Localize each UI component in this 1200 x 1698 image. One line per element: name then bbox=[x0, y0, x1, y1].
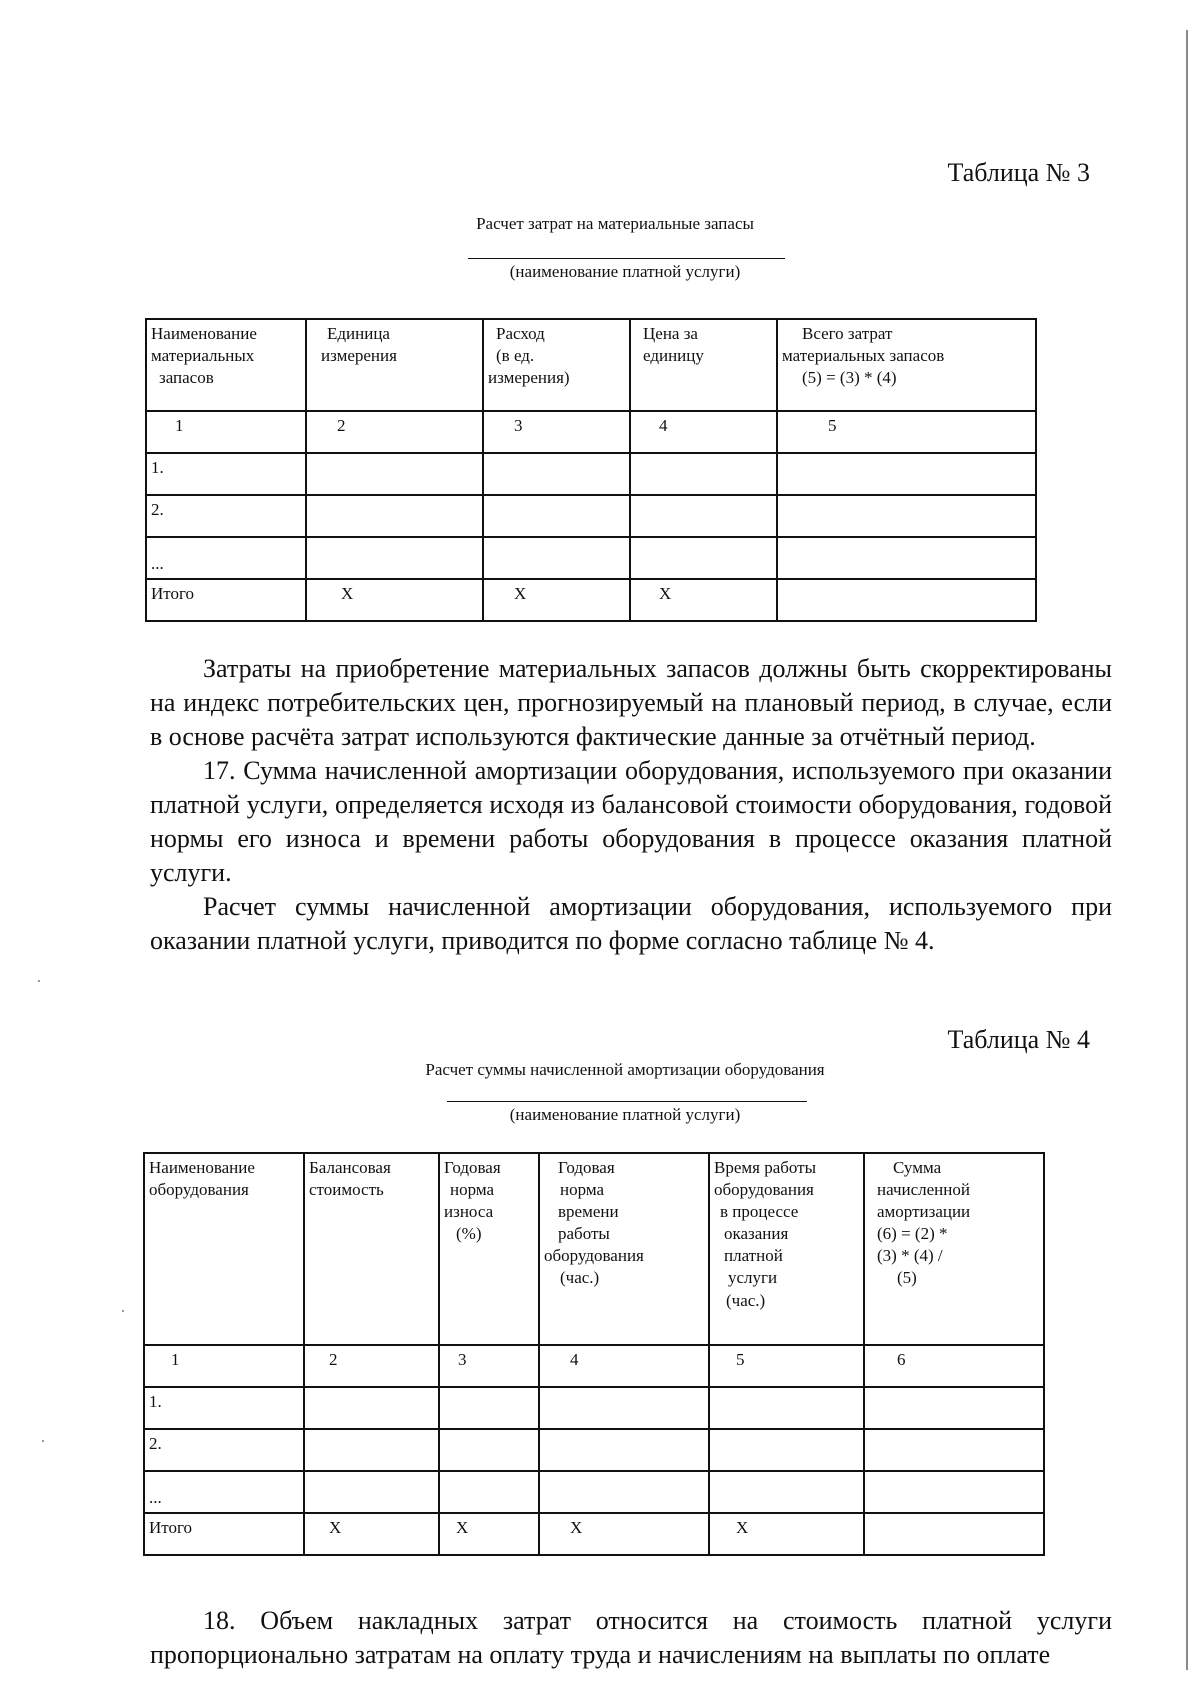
table4-cell bbox=[864, 1429, 1044, 1471]
table3-cell bbox=[630, 453, 777, 495]
table4-blank-line bbox=[447, 1101, 807, 1102]
table4-colnum: 6 bbox=[864, 1345, 1044, 1387]
table4-colnum: 1 bbox=[144, 1345, 304, 1387]
paragraph-18: 18. Объем накладных затрат относится на стоимость платной услуги пропорционально затратам на оплату труда и начислениям на выплаты по оплате bbox=[150, 1606, 1112, 1669]
table3-cell bbox=[306, 453, 483, 495]
body-text-upper bbox=[150, 652, 1112, 958]
table3-cell: 2. bbox=[146, 495, 306, 537]
scan-edge-line bbox=[1186, 30, 1188, 1670]
table4-colnum-row bbox=[144, 1345, 1044, 1387]
table4-cell bbox=[304, 1429, 439, 1471]
table4-header-time-norm: Годовая норма времени работы оборудования (час.) bbox=[539, 1153, 709, 1345]
table3-cell: ... bbox=[146, 537, 306, 579]
table4-cell bbox=[539, 1387, 709, 1429]
table3-cell bbox=[483, 537, 630, 579]
body-text-lower bbox=[150, 1604, 1112, 1672]
table3-title: Расчет затрат на материальные запасы bbox=[476, 214, 754, 233]
table4-cell: 2. bbox=[144, 1429, 304, 1471]
table4-subtitle: (наименование платной услуги) bbox=[509, 1105, 741, 1124]
table3-colnum-row bbox=[146, 411, 1036, 453]
table3-header-consumption: Расход (в ед. измерения) bbox=[483, 319, 630, 411]
table4-cell bbox=[864, 1471, 1044, 1513]
table3-header-price: Цена за единицу bbox=[630, 319, 777, 411]
table3-cell bbox=[306, 537, 483, 579]
table3-total-label: Итого bbox=[146, 579, 306, 621]
scan-speck bbox=[42, 1440, 44, 1442]
scan-speck bbox=[38, 980, 40, 982]
table4-cell: Х bbox=[539, 1513, 709, 1555]
table3-header-total: Всего затрат материальных запасов (5) = (3) * (4) bbox=[777, 319, 1036, 411]
table3-colnum: 2 bbox=[306, 411, 483, 453]
table4-row bbox=[144, 1387, 1044, 1429]
table4-cell: Х bbox=[709, 1513, 864, 1555]
table3-cell bbox=[777, 453, 1036, 495]
table3-colnum: 5 bbox=[777, 411, 1036, 453]
table4-cell bbox=[439, 1471, 539, 1513]
table4-cell bbox=[709, 1471, 864, 1513]
table4-colnum: 2 bbox=[304, 1345, 439, 1387]
table3-subtitle: (наименование платной услуги) bbox=[509, 262, 741, 281]
table4-header-wear-rate: Годовая норма износа (%) bbox=[439, 1153, 539, 1345]
table4-cell bbox=[709, 1387, 864, 1429]
table3-cell bbox=[483, 453, 630, 495]
table3-colnum: 1 bbox=[146, 411, 306, 453]
table3-cell: Х bbox=[483, 579, 630, 621]
table3-cell bbox=[306, 495, 483, 537]
table4-cell bbox=[439, 1387, 539, 1429]
table3-colnum: 3 bbox=[483, 411, 630, 453]
paragraph-inventory-costs: Затраты на приобретение материальных запасов должны быть скорректированы на индекс потребительских цен, прогнозируемый на плановый период, в случае, если в основе расчёта затрат используются фактические данные за отчётный период. bbox=[150, 654, 1112, 751]
table3-row bbox=[146, 537, 1036, 579]
table3-cell bbox=[777, 579, 1036, 621]
table4-header-name: Наименование оборудования bbox=[144, 1153, 304, 1345]
table3-cell bbox=[483, 495, 630, 537]
scan-speck bbox=[122, 1310, 124, 1312]
table3-cell: 1. bbox=[146, 453, 306, 495]
table4-cell bbox=[539, 1429, 709, 1471]
table3-cell bbox=[777, 537, 1036, 579]
paragraph-amortization-form: Расчет суммы начисленной амортизации оборудования, используемого при оказании платной услуги, приводится по форме согласно таблице № 4. bbox=[150, 892, 1112, 955]
table4-cell bbox=[864, 1513, 1044, 1555]
table4-cell bbox=[439, 1429, 539, 1471]
table4-row bbox=[144, 1429, 1044, 1471]
table3-cell bbox=[630, 537, 777, 579]
table4-colnum: 5 bbox=[709, 1345, 864, 1387]
table3-row bbox=[146, 453, 1036, 495]
table4-colnum: 3 bbox=[439, 1345, 539, 1387]
table4-cell bbox=[864, 1387, 1044, 1429]
table4-colnum: 4 bbox=[539, 1345, 709, 1387]
table4-cell: 1. bbox=[144, 1387, 304, 1429]
table3-colnum: 4 bbox=[630, 411, 777, 453]
table3-cell bbox=[777, 495, 1036, 537]
table4-total-label: Итого bbox=[144, 1513, 304, 1555]
table3-cell: Х bbox=[630, 579, 777, 621]
table4-number: Таблица № 4 bbox=[947, 1025, 1090, 1054]
table4-cell: Х bbox=[439, 1513, 539, 1555]
table3-total-row bbox=[146, 579, 1036, 621]
table4-cell bbox=[539, 1471, 709, 1513]
table4-title: Расчет суммы начисленной амортизации оборудования bbox=[425, 1060, 825, 1079]
table4-header-work-time: Время работы оборудования в процессе оказания платной услуги (час.) bbox=[709, 1153, 864, 1345]
table4-header-row bbox=[144, 1153, 1044, 1345]
table3-cell bbox=[630, 495, 777, 537]
table3-cell: Х bbox=[306, 579, 483, 621]
table3-row bbox=[146, 495, 1036, 537]
table4-cell bbox=[709, 1429, 864, 1471]
table4-row bbox=[144, 1471, 1044, 1513]
table3-header-name: Наименование материальных запасов bbox=[146, 319, 306, 411]
table3-blank-line bbox=[468, 258, 785, 259]
table3-grid bbox=[145, 318, 1037, 622]
table3-number: Таблица № 3 bbox=[947, 158, 1090, 187]
table4-cell: ... bbox=[144, 1471, 304, 1513]
paragraph-17: 17. Сумма начисленной амортизации оборудования, используемого при оказании платной услуги, определяется исходя из балансовой стоимости оборудования, годовой нормы его износа и времени работы оборудования в процессе оказания платной услуги. bbox=[150, 756, 1112, 887]
table3-header-unit: Единица измерения bbox=[306, 319, 483, 411]
table4-cell bbox=[304, 1471, 439, 1513]
table4-grid bbox=[143, 1152, 1045, 1556]
table4-header-amortization-sum: Сумма начисленной амортизации (6) = (2) * (3) * (4) / (5) bbox=[864, 1153, 1044, 1345]
table4-cell bbox=[304, 1387, 439, 1429]
table4-total-row bbox=[144, 1513, 1044, 1555]
table4-cell: Х bbox=[304, 1513, 439, 1555]
table3-header-row bbox=[146, 319, 1036, 411]
table4-header-book-value: Балансовая стоимость bbox=[304, 1153, 439, 1345]
